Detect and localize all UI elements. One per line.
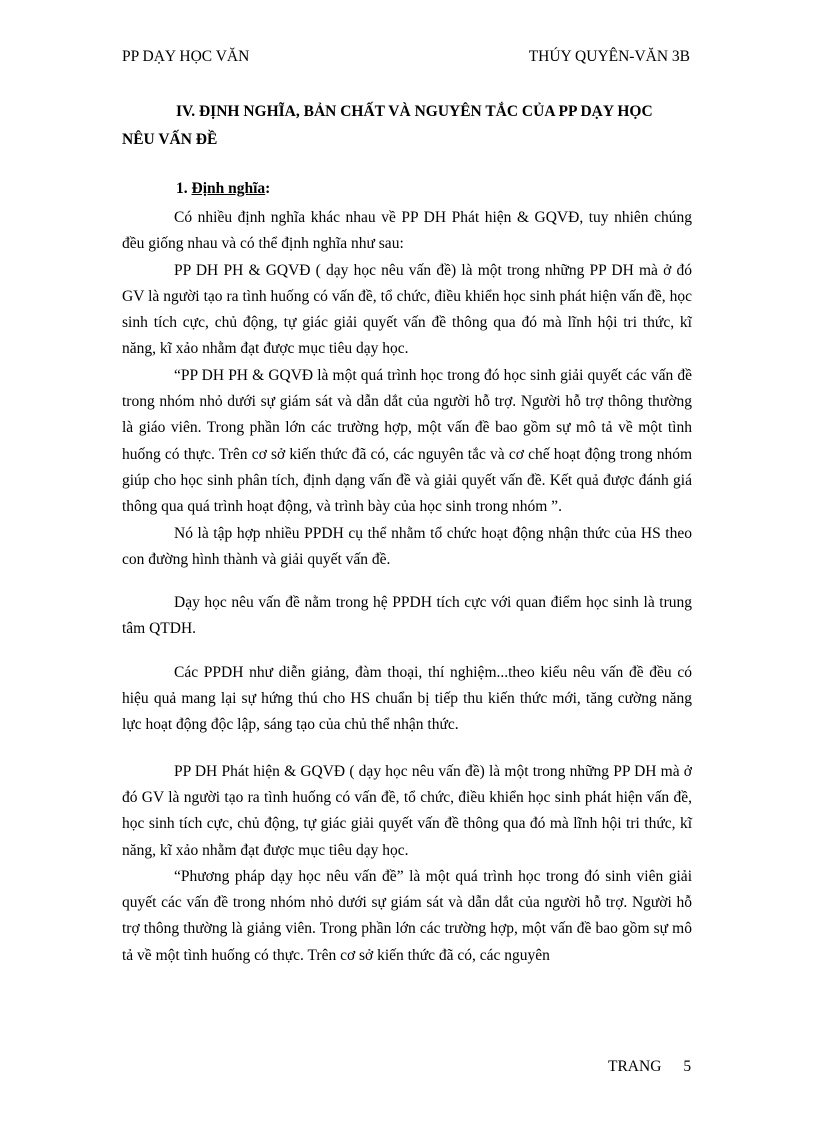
paragraph: “Phương pháp dạy học nêu vấn đề” là một quá trình học trong đó sinh viên giải quyết các vấn đề trong nhóm nhỏ dưới sự giám sát và dẫn dắt của người hỗ trợ. Người hỗ trợ thông thường là giảng viên. Trong phần lớn các trường hợp, một vấn đề bao gồm sự mô tả về một tình huống có thực. Trên cơ sở kiến thức đã có, các nguyên [122, 867, 692, 964]
footer-label: TRANG [608, 1058, 662, 1075]
subsection-title [176, 180, 270, 198]
page-footer [608, 1058, 691, 1076]
paragraph: Nó là tập hợp nhiều PPDH cụ thể nhằm tổ chức hoạt động nhận thức của HS theo con đường hình thành và giải quyết vấn đề. [122, 524, 692, 568]
header-right-text: THÚY QUYÊN-VĂN 3B [528, 48, 690, 65]
paragraph: Các PPDH như diễn giảng, đàm thoại, thí nghiệm...theo kiểu nêu vấn đề đều có hiệu quả mang lại sự hứng thú cho HS chuẩn bị tiếp thu kiến thức mới, tăng cường năng lực hoạt động độc lập, sáng tạo của chủ thể nhận thức. [122, 663, 692, 734]
subsection-number: 1. [176, 180, 188, 197]
paragraph: PP DH PH & GQVĐ ( dạy học nêu vấn đề) là một trong những PP DH mà ở đó GV là người tạo ra tình huống có vấn đề, tổ chức, điều khiển học sinh phát hiện vấn đề, học sinh tích cực, chủ động, tự giác giải quyết vấn đề thông qua đó mà lĩnh hội tri thức, kĩ năng, kĩ xảo nhằm đạt được mục tiêu dạy học. [122, 261, 692, 358]
document-body [122, 205, 692, 969]
header-left-text: PP DẠY HỌC VĂN [122, 48, 250, 65]
heading-line-2: NÊU VẤN ĐỀ [122, 131, 218, 148]
subsection-title-text: Định nghĩa [191, 180, 266, 197]
paragraph: “PP DH PH & GQVĐ là một quá trình học trong đó học sinh giải quyết các vấn đề trong nhóm nhỏ dưới sự giám sát và dẫn dắt của người hỗ trợ. Người hỗ trợ thông thường là giáo viên. Trong phần lớn các trường hợp, một vấn đề bao gồm sự mô tả về một tình huống có thực. Trên cơ sở kiến thức đã có, các nguyên tắc và cơ chế hoạt động trong nhóm giúp cho học sinh phân tích, định dạng vấn đề và giải quyết vấn đề. Kết quả được đánh giá thông qua quá trình hoạt động, và trình bày của học sinh trong nhóm ”. [122, 366, 692, 516]
heading-line-1: IV. ĐỊNH NGHĨA, BẢN CHẤT VÀ NGUYÊN TẮC CỦA PP DẠY HỌC [176, 103, 653, 120]
section-heading [122, 98, 694, 154]
paragraph: Dạy học nêu vấn đề nằm trong hệ PPDH tích cực với quan điểm học sinh là trung tâm QTDH. [122, 594, 692, 638]
page-number: 5 [683, 1058, 692, 1075]
paragraph: PP DH Phát hiện & GQVĐ ( dạy học nêu vấn đề) là một trong những PP DH mà ở đó GV là người tạo ra tình huống có vấn đề, tổ chức, điều khiển học sinh phát hiện vấn đề, học sinh tích cực, chủ động, tự giác giải quyết vấn đề thông qua đó mà lĩnh hội tri thức, kĩ năng, kĩ xảo nhằm đạt được mục tiêu dạy học. [122, 762, 692, 859]
subsection-colon: : [265, 180, 271, 197]
page-header [122, 48, 690, 70]
paragraph: Có nhiều định nghĩa khác nhau về PP DH Phát hiện & GQVĐ, tuy nhiên chúng đều giống nhau và có thể định nghĩa như sau: [122, 209, 692, 253]
